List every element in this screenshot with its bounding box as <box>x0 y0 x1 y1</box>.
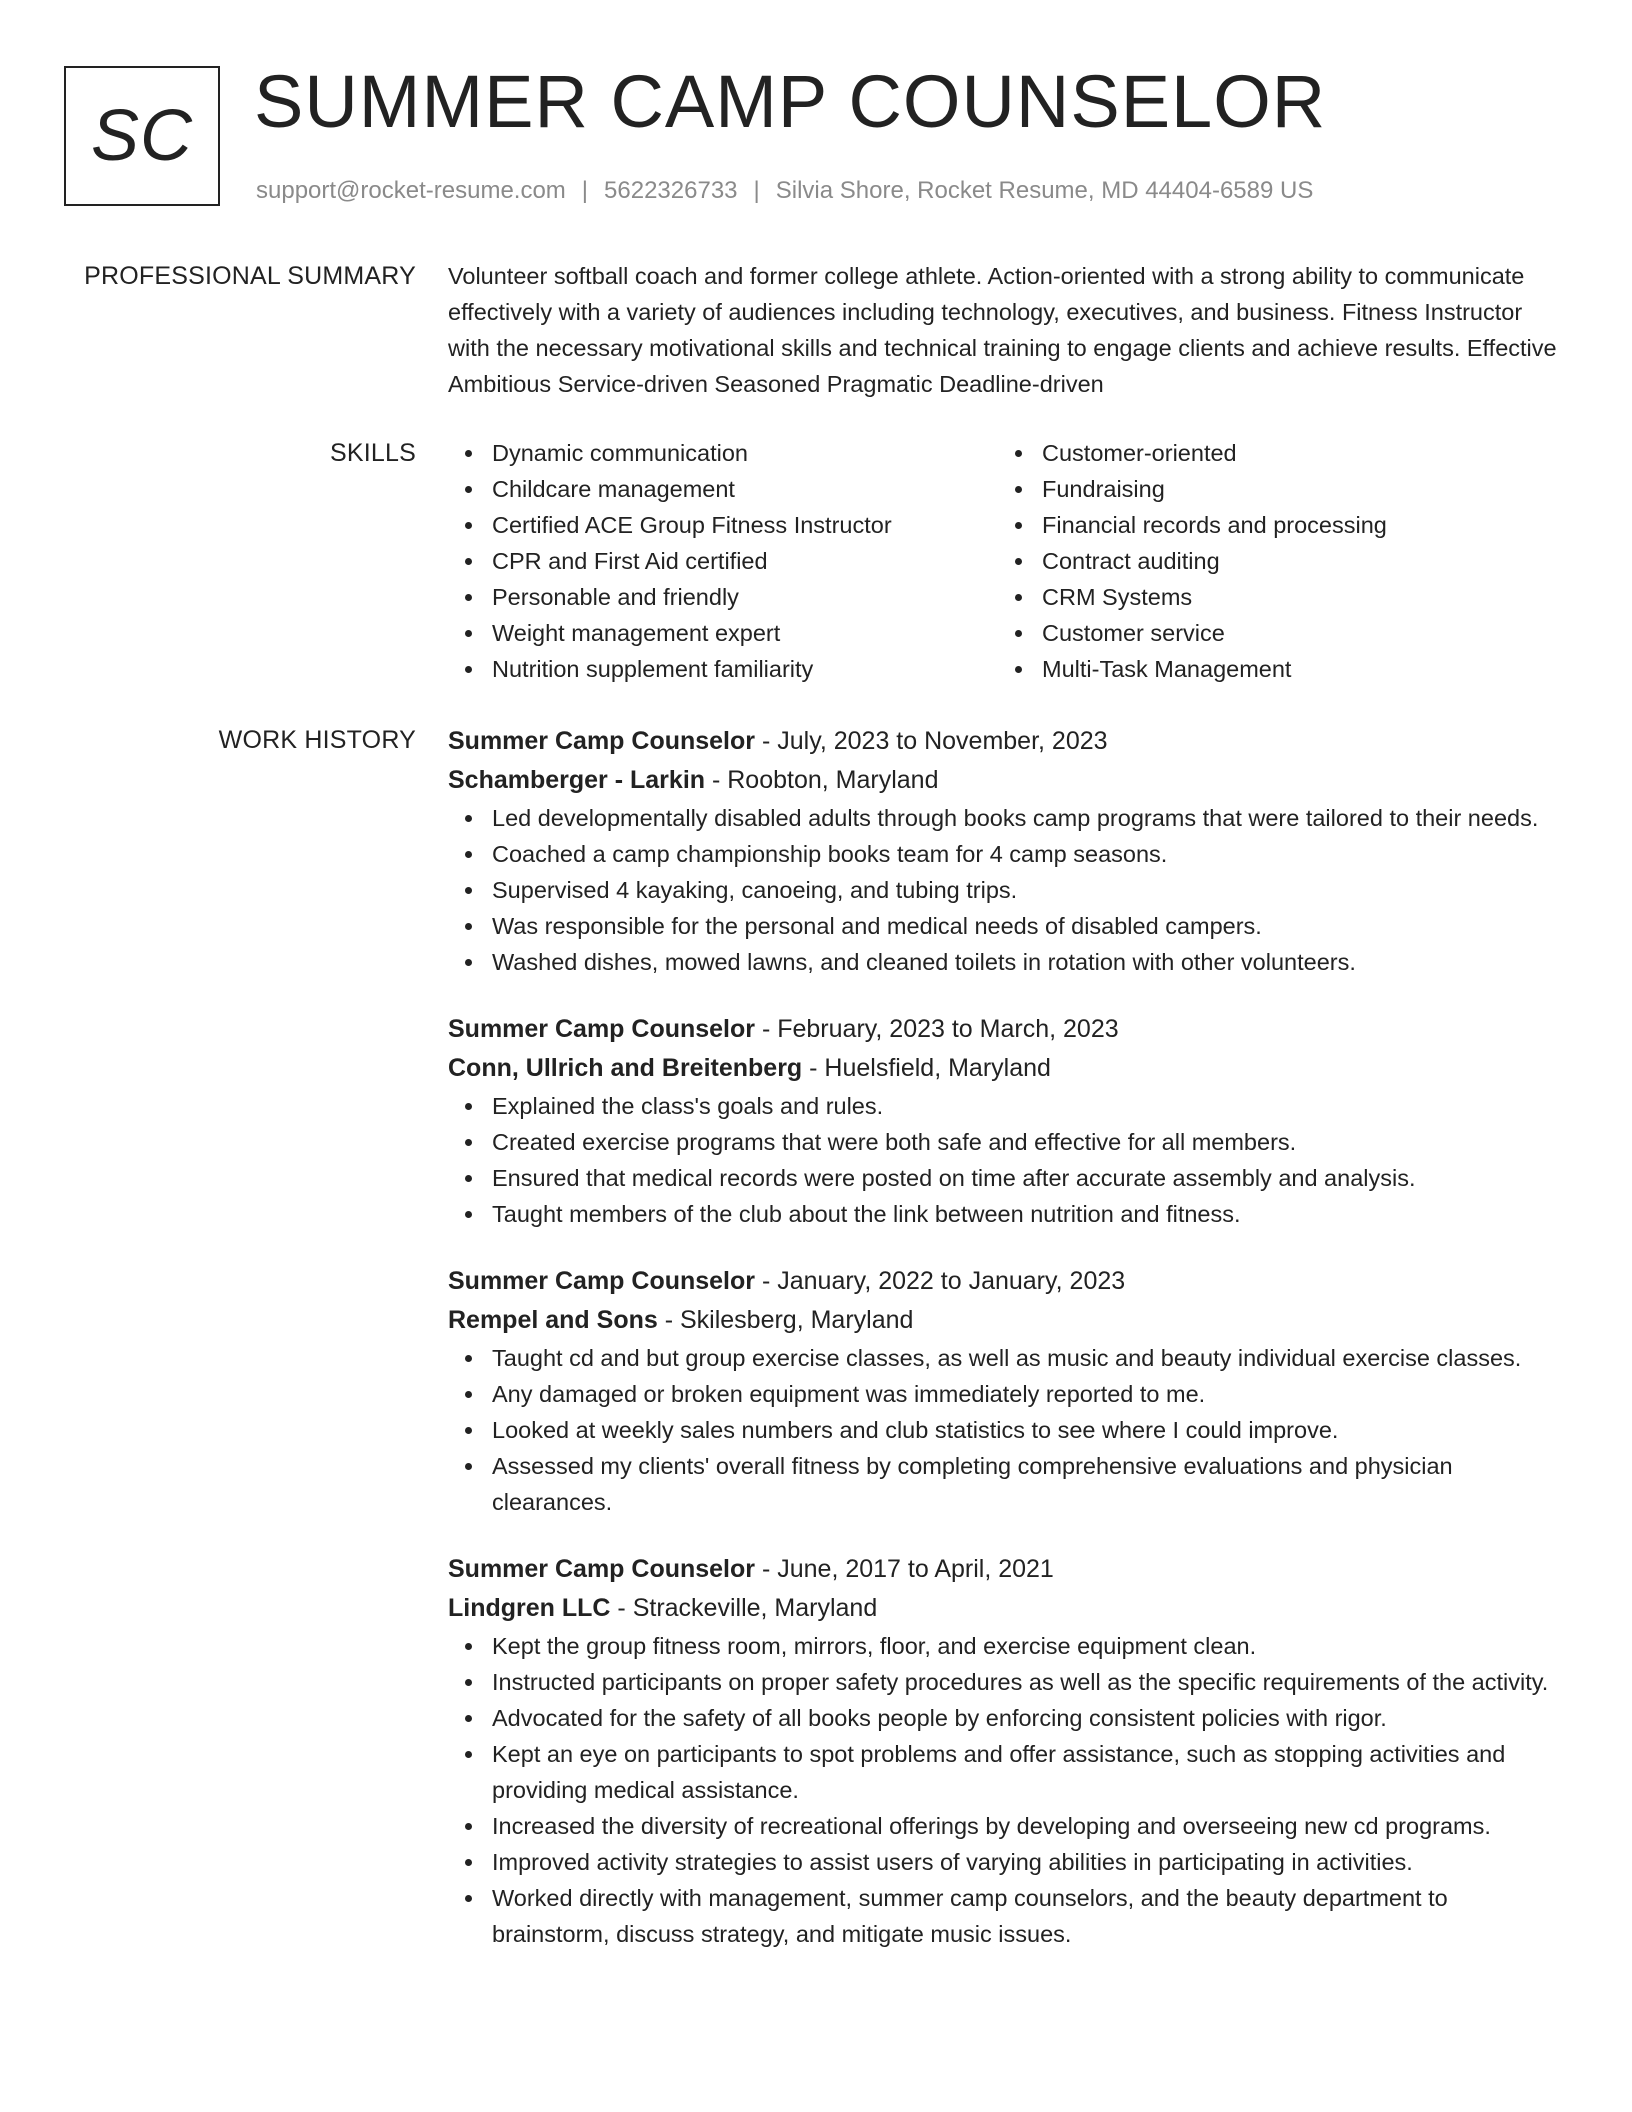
job-title: Summer Camp Counselor <box>448 1015 756 1043</box>
job-duty-item: Led developmentally disabled adults through books camp programs that were tailored to their needs. <box>448 800 1560 836</box>
job-company: Rempel and Sons <box>448 1306 658 1334</box>
job-dates: - February, 2023 to March, 2023 <box>755 1015 1119 1043</box>
skill-item: Multi-Task Management <box>998 651 1548 687</box>
job-entry <box>448 1010 1560 1232</box>
job-entry <box>448 1262 1560 1520</box>
job-duty-item: Assessed my clients' overall fitness by completing comprehensive evaluations and physician clearances. <box>448 1448 1560 1520</box>
job-duty-item: Taught members of the club about the link between nutrition and fitness. <box>448 1196 1560 1232</box>
skills-list-right <box>998 435 1548 687</box>
job-duties-list <box>448 800 1560 980</box>
job-duties-list <box>448 1340 1560 1520</box>
skill-item: Childcare management <box>448 471 998 507</box>
summary-body <box>448 258 1560 402</box>
job-duty-item: Kept an eye on participants to spot problems and offer assistance, such as stopping activities and providing medical assistance. <box>448 1736 1560 1808</box>
job-dates: - January, 2022 to January, 2023 <box>755 1267 1126 1295</box>
summary-text: Volunteer softball coach and former college athlete. Action-oriented with a strong ability to communicate effectively with a variety of audiences including technology, executives, and business. Fitness Instructor with the necessary motivational skills and technical training to engage clients and achieve results. Effective Ambitious Service-driven Seasoned Pragmatic Deadline-driven <box>448 263 1557 397</box>
job-title-line <box>448 722 1560 761</box>
job-entry <box>448 1550 1560 1952</box>
monogram-box <box>64 66 220 206</box>
skill-item: Contract auditing <box>998 543 1548 579</box>
job-duty-item: Worked directly with management, summer camp counselors, and the beauty department to brainstorm, discuss strategy, and mitigate music issues. <box>448 1880 1560 1952</box>
job-title: Summer Camp Counselor <box>448 727 756 755</box>
job-company-line <box>448 1301 1560 1340</box>
job-duty-item: Explained the class's goals and rules. <box>448 1088 1560 1124</box>
job-location: - Skilesberg, Maryland <box>657 1306 914 1334</box>
job-company: Schamberger - Larkin <box>448 766 706 794</box>
job-duty-item: Ensured that medical records were posted on time after accurate assembly and analysis. <box>448 1160 1560 1196</box>
job-duty-item: Created exercise programs that were both safe and effective for all members. <box>448 1124 1560 1160</box>
job-location: - Roobton, Maryland <box>705 766 939 794</box>
skill-item: Dynamic communication <box>448 435 998 471</box>
skill-item: CPR and First Aid certified <box>448 543 998 579</box>
job-duty-item: Washed dishes, mowed lawns, and cleaned toilets in rotation with other volunteers. <box>448 944 1560 980</box>
job-title: Summer Camp Counselor <box>448 1267 756 1295</box>
job-duty-item: Instructed participants on proper safety procedures as well as the specific requirements of the activity. <box>448 1664 1560 1700</box>
job-duty-item: Coached a camp championship books team for 4 camp seasons. <box>448 836 1560 872</box>
skills-list-left <box>448 435 998 687</box>
contact-separator: | <box>581 177 589 204</box>
section-heading-summary: PROFESSIONAL SUMMARY <box>84 262 416 290</box>
work-history-body <box>448 722 1560 1982</box>
job-duty-item: Looked at weekly sales numbers and club statistics to see where I could improve. <box>448 1412 1560 1448</box>
job-company: Lindgren LLC <box>448 1594 611 1622</box>
skill-item: Financial records and processing <box>998 507 1548 543</box>
contact-email: support@rocket-resume.com <box>256 177 566 204</box>
job-duty-item: Advocated for the safety of all books people by enforcing consistent policies with rigor. <box>448 1700 1560 1736</box>
job-duties-list <box>448 1628 1560 1952</box>
job-duties-list <box>448 1088 1560 1232</box>
skill-item: CRM Systems <box>998 579 1548 615</box>
job-entry <box>448 722 1560 980</box>
job-dates: - July, 2023 to November, 2023 <box>755 727 1108 755</box>
contact-line <box>256 174 1313 208</box>
job-title: Summer Camp Counselor <box>448 1555 756 1583</box>
contact-address: Silvia Shore, Rocket Resume, MD 44404-6589 US <box>775 177 1314 204</box>
skill-item: Personable and friendly <box>448 579 998 615</box>
skill-item: Weight management expert <box>448 615 998 651</box>
job-company-line <box>448 761 1560 800</box>
job-company: Conn, Ullrich and Breitenberg <box>448 1054 803 1082</box>
page-title: SUMMER CAMP COUNSELOR <box>254 60 1327 143</box>
skill-item: Nutrition supplement familiarity <box>448 651 998 687</box>
job-title-line <box>448 1010 1560 1049</box>
skill-item: Customer-oriented <box>998 435 1548 471</box>
monogram-initials: SC <box>90 96 194 176</box>
job-duty-item: Any damaged or broken equipment was immediately reported to me. <box>448 1376 1560 1412</box>
job-location: - Huelsfield, Maryland <box>802 1054 1051 1082</box>
job-company-line <box>448 1589 1560 1628</box>
section-heading-work-history: WORK HISTORY <box>218 726 416 754</box>
contact-phone: 5622326733 <box>604 177 738 204</box>
skills-body <box>448 435 1560 687</box>
job-duty-item: Improved activity strategies to assist users of varying abilities in participating in activities. <box>448 1844 1560 1880</box>
section-heading-skills: SKILLS <box>330 439 416 467</box>
job-title-line <box>448 1550 1560 1589</box>
job-duty-item: Increased the diversity of recreational offerings by developing and overseeing new cd programs. <box>448 1808 1560 1844</box>
job-duty-item: Taught cd and but group exercise classes, as well as music and beauty individual exercise classes. <box>448 1340 1560 1376</box>
job-dates: - June, 2017 to April, 2021 <box>755 1555 1054 1583</box>
contact-separator: | <box>753 177 760 204</box>
job-location: - Strackeville, Maryland <box>610 1594 878 1622</box>
job-duty-item: Was responsible for the personal and medical needs of disabled campers. <box>448 908 1560 944</box>
job-duty-item: Kept the group fitness room, mirrors, floor, and exercise equipment clean. <box>448 1628 1560 1664</box>
skill-item: Certified ACE Group Fitness Instructor <box>448 507 998 543</box>
job-company-line <box>448 1049 1560 1088</box>
job-title-line <box>448 1262 1560 1301</box>
job-duty-item: Supervised 4 kayaking, canoeing, and tubing trips. <box>448 872 1560 908</box>
skill-item: Customer service <box>998 615 1548 651</box>
skill-item: Fundraising <box>998 471 1548 507</box>
